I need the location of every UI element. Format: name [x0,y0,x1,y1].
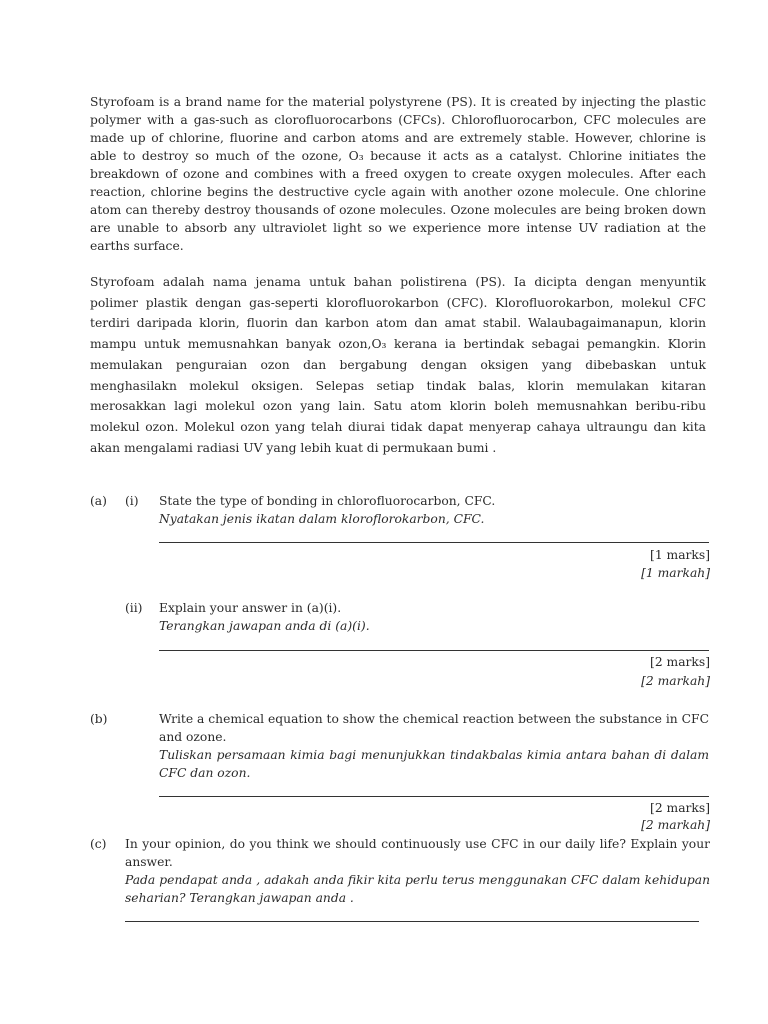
question-c-text-malay: Pada pendapat anda , adakah anda fikir kita perlu terus menggunakan CFC dalam kehidupan seharian? Terangkan jawapan anda . [125,873,710,905]
question-a-i-label: (i) [125,494,139,508]
question-b-label: (b) [90,712,108,726]
passage-english: Styrofoam is a brand name for the material polystyrene (PS). It is created by injecting the plastic polymer with a gas-such as clorofluorocarbons (CFCs). Chlorofluorocarbon, CFC molecules are made up of chlorine, fluorine and carbon atoms and are extremely stable. However, chlorine is able to destroy so much of the ozone, O₃ because it acts as a catalyst. Chlorine initiates the breakdown of ozone and combines with a freed oxygen to create oxygen molecules. After each reaction, chlorine begins the destructive cycle again with another ozone molecule. One chlorine atom can thereby destroy thousands of ozone molecules. Ozone molecules are being broken down are unable to absorb any ultraviolet light so we experience more intense UV radiation at the earths surface. [90,95,706,253]
question-c-text: In your opinion, do you think we should continuously use CFC in our daily life? Explain your answer. [125,837,710,869]
answer-line-c[interactable] [125,921,699,922]
marks-b-malay: [2 markah] [641,818,710,832]
marks-a-i: [1 marks] [650,548,710,562]
marks-b: [2 marks] [650,801,710,815]
marks-a-ii-malay: [2 markah] [641,674,710,688]
question-a-label: (a) [90,494,107,508]
question-b-text-malay: Tuliskan persamaan kimia bagi menunjukkan tindakbalas kimia antara bahan di dalam CFC dan ozon. [159,748,709,780]
question-a-ii-text-malay: Terangkan jawapan anda di (a)(i). [159,619,370,633]
question-c-label: (c) [90,837,107,851]
answer-line-a-i[interactable] [159,542,709,543]
marks-a-i-malay: [1 markah] [641,566,710,580]
answer-line-b[interactable] [159,796,709,797]
question-b-text: Write a chemical equation to show the chemical reaction between the substance in CFC and ozone. [159,712,709,744]
question-a-ii-text: Explain your answer in (a)(i). [159,601,342,615]
question-a-i-text: State the type of bonding in chlorofluorocarbon, CFC. [159,494,496,508]
question-a-i-text-malay: Nyatakan jenis ikatan dalam kloroflorokarbon, CFC. [159,512,485,526]
answer-line-a-ii[interactable] [159,650,709,651]
marks-a-ii: [2 marks] [650,655,710,669]
question-a-ii-label: (ii) [125,601,143,615]
passage-malay: Styrofoam adalah nama jenama untuk bahan polistirena (PS). Ia dicipta dengan menyuntik polimer plastik dengan gas-seperti klorofluorokarbon (CFC). Klorofluorokarbon, molekul CFC terdiri daripada klorin, fluorin dan karbon atom dan amat stabil. Walaubagaimanapun, klorin mampu untuk memusnahkan banyak ozon,O₃ kerana ia bertindak sebagai pemangkin. Klorin memulakan penguraian ozon dan bergabung dengan oksigen yang dibebaskan untuk menghasilakn molekul oksigen. Selepas setiap tindak balas, klorin memulakan kitaran merosakkan lagi molekul ozon yang lain. Satu atom klorin boleh memusnahkan beribu-ribu molekul ozon. Molekul ozon yang telah diurai tidak dapat menyerap cahaya ultraungu dan kita akan mengalami radiasi UV yang lebih kuat di permukaan bumi . [90,275,706,455]
